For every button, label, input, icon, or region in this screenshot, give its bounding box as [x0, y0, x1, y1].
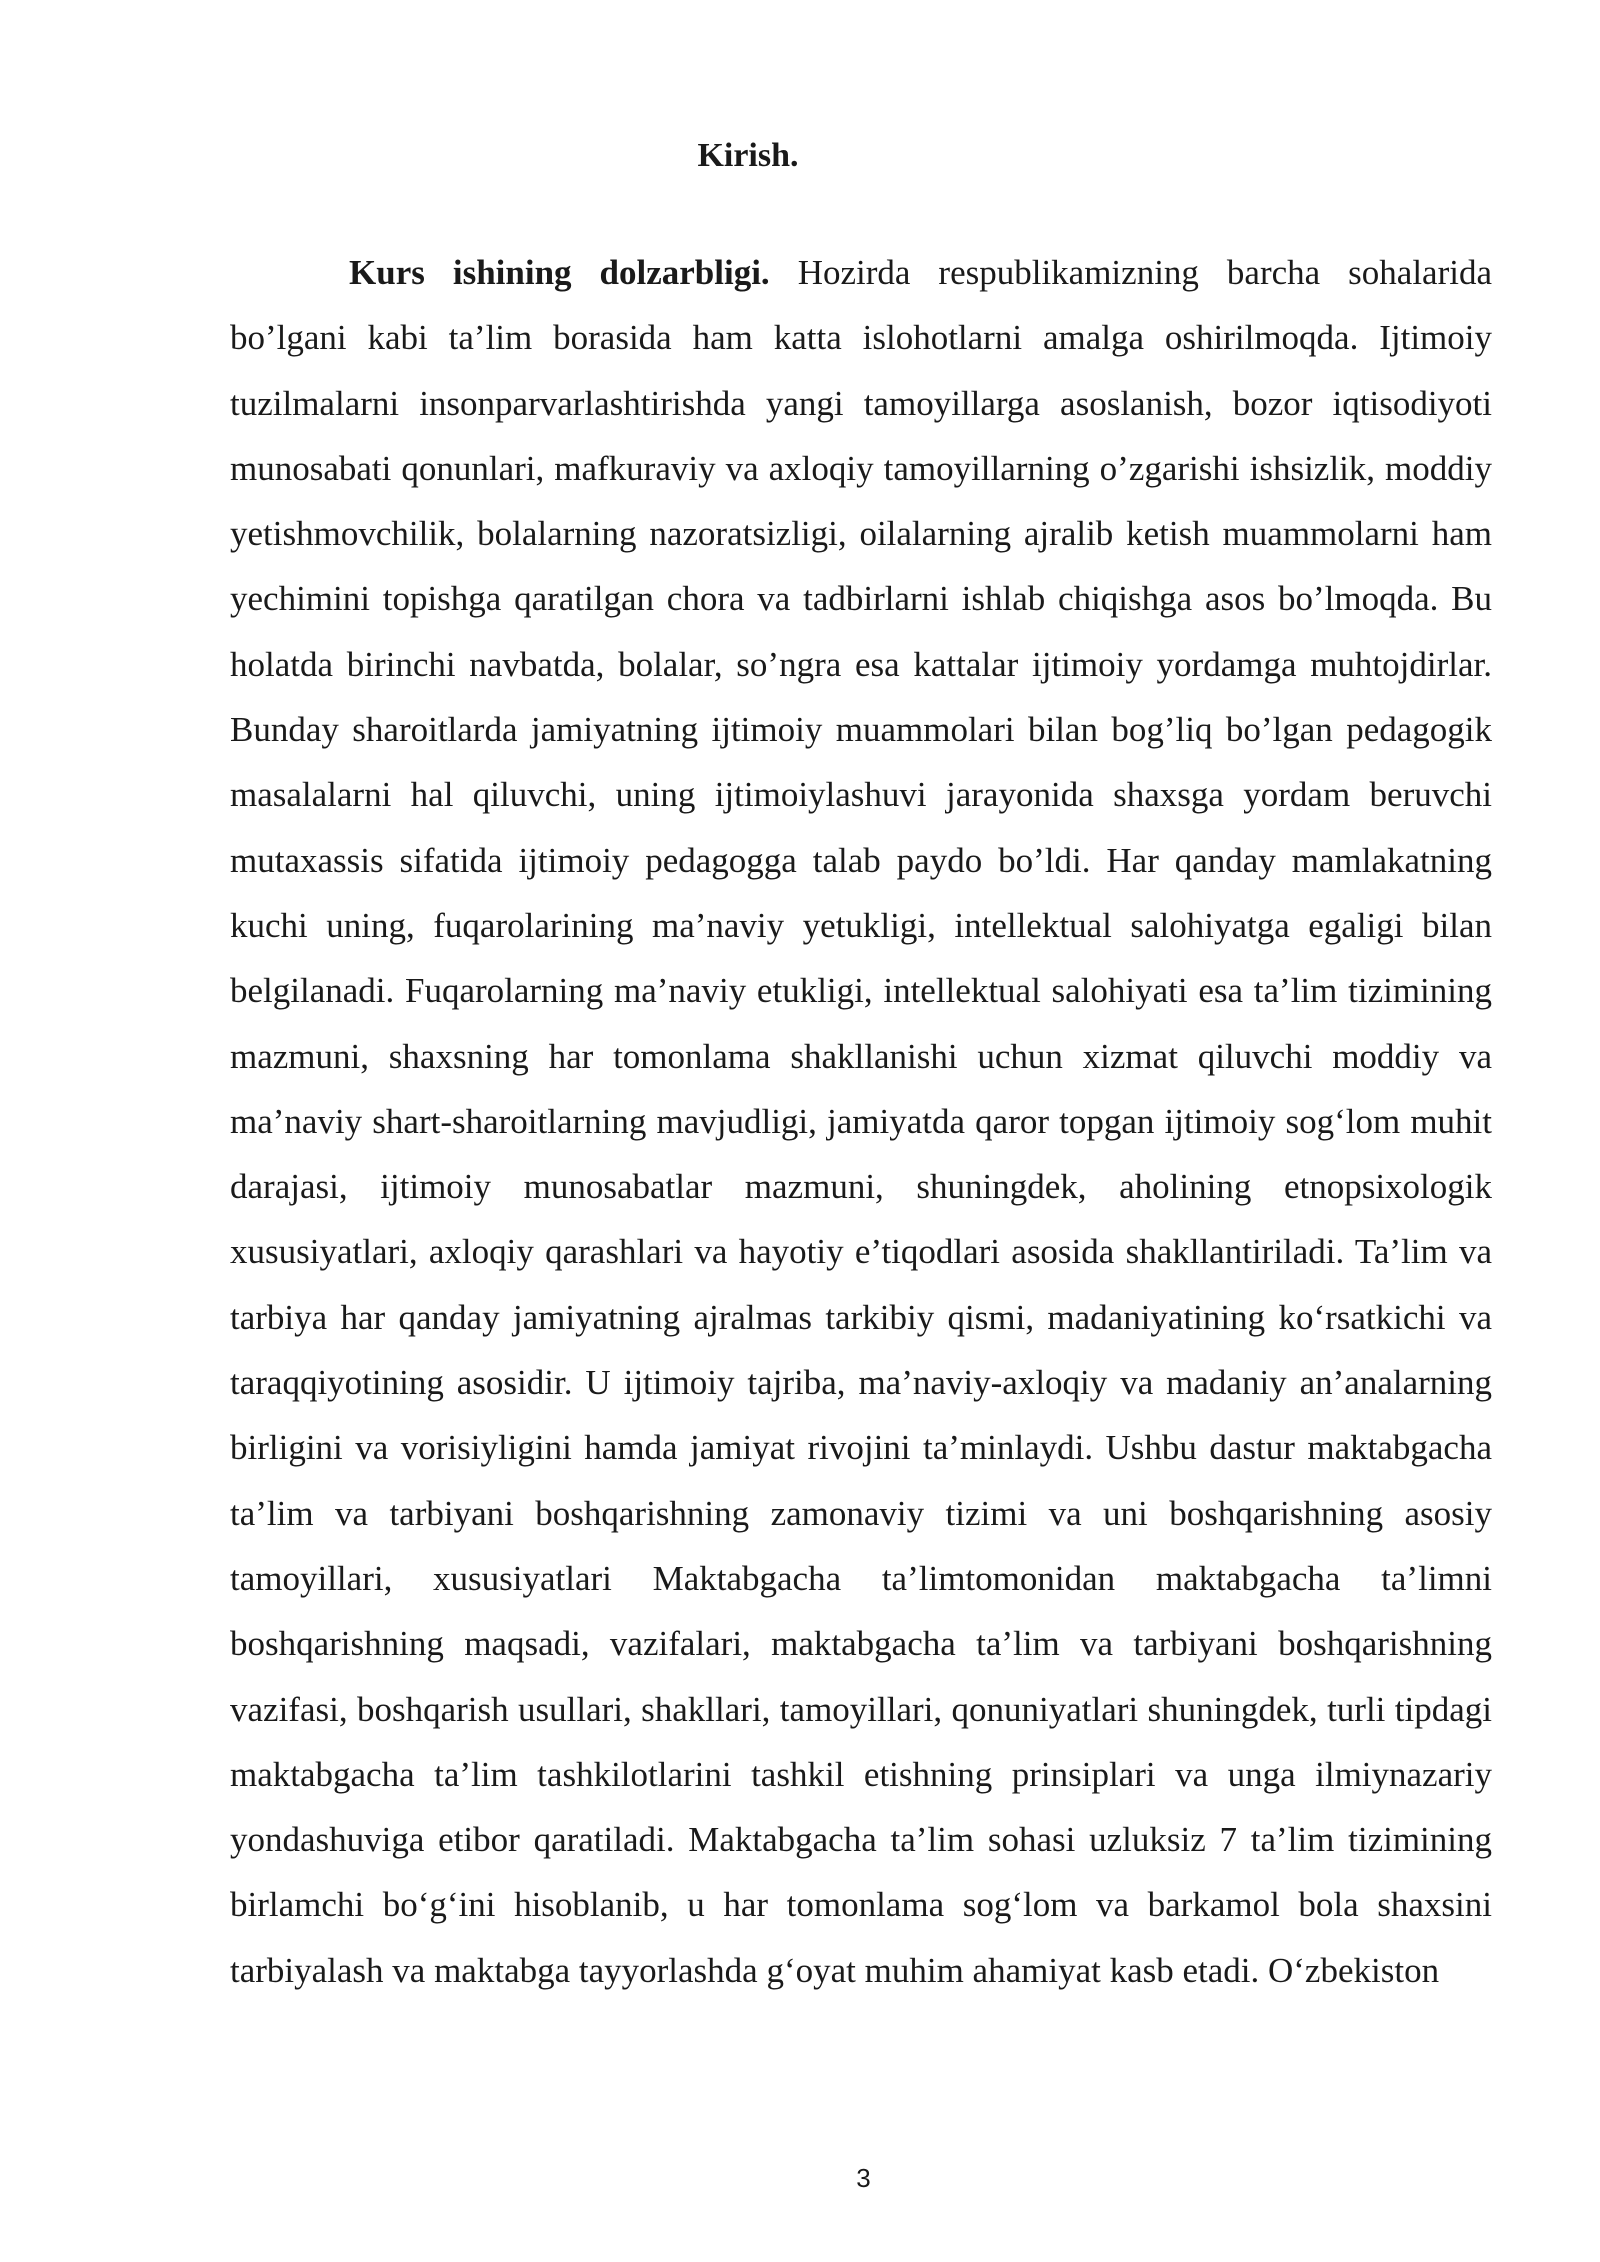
body-paragraph: [230, 240, 1492, 2003]
paragraph-lead: Kurs ishining dolzarbligi.: [349, 253, 770, 292]
page-number: 3: [856, 2163, 871, 2193]
page-heading: Kirish.: [697, 137, 799, 174]
paragraph-text: Hozirda respublikamizning barcha sohalarida bo’lgani kabi ta’lim borasida ham katta islohotlarni amalga oshirilmoqda. Ijtimoiy tuzilmalarni insonparvarlashtirishda yangi tamoyillarga asoslanish, bozor iqtisodiyoti munosabati qonunlari, mafkuraviy va axloqiy tamoyillarning o’zgarishi ishsizlik, moddiy yetishmovchilik, bolalarning nazoratsizligi, oilalarning ajralib ketish muammolarni ham yechimini topishga qaratilgan chora va tadbirlarni ishlab chiqishga asos bo’lmoqda. Bu holatda birinchi navbatda, bolalar, so’ngra esa kattalar ijtimoiy yordamga muhtojdirlar. Bunday sharoitlarda jamiyatning ijtimoiy muammolari bilan bog’liq bo’lgan pedagogik masalalarni hal qiluvchi, uning ijtimoiylashuvi jarayonida shaxsga yordam beruvchi mutaxassis sifatida ijtimoiy pedagogga talab paydo bo’ldi. Har qanday mamlakatning kuchi uning, fuqarolarining ma’naviy yetukligi, intellektual salohiyatga egaligi bilan belgilanadi. Fuqarolarning ma’naviy etukligi, intellektual salohiyati esa ta’lim tizimining mazmuni, shaxsning har tomonlama shakllanishi uchun xizmat qiluvchi moddiy va ma’naviy shart-sharoitlarning mavjudligi, jamiyatda qaror topgan ijtimoiy sog‘lom muhit darajasi, ijtimoiy munosabatlar mazmuni, shuningdek, aholining etnopsixologik xususiyatlari, axloqiy qarashlari va hayotiy e’tiqodlari asosida shakllantiriladi. Ta’lim va tarbiya har qanday jamiyatning ajralmas tarkibiy qismi, madaniyatining ko‘rsatkichi va taraqqiyotining asosidir. U ijtimoiy tajriba, ma’naviy-axloqiy va madaniy an’analarning birligini va vorisiyligini hamda jamiyat rivojini ta’minlaydi. Ushbu dastur maktabgacha ta’lim va tarbiyani boshqarishning zamonaviy tizimi va uni boshqarishning asosiy tamoyillari, xususiyatlari Maktabgacha ta’limtomonidan maktabgacha ta’limni boshqarishning maqsadi, vazifalari, maktabgacha ta’lim va tarbiyani boshqarishning vazifasi, boshqarish usullari, shakllari, tamoyillari, qonuniyatlari shuningdek, turli tipdagi maktabgacha ta’lim tashkilotlarini tashkil etishning prinsiplari va unga ilmiynazariy yondashuviga etibor qaratiladi. Maktabgacha ta’lim sohasi uzluksiz 7 ta’lim tizimining birlamchi bo‘g‘ini hisoblanib, u har tomonlama sog‘lom va barkamol bola shaxsini tarbiyalash va maktabga tayyorlashda g‘oyat muhim ahamiyat kasb etadi. O‘zbekiston: [230, 253, 1492, 1990]
